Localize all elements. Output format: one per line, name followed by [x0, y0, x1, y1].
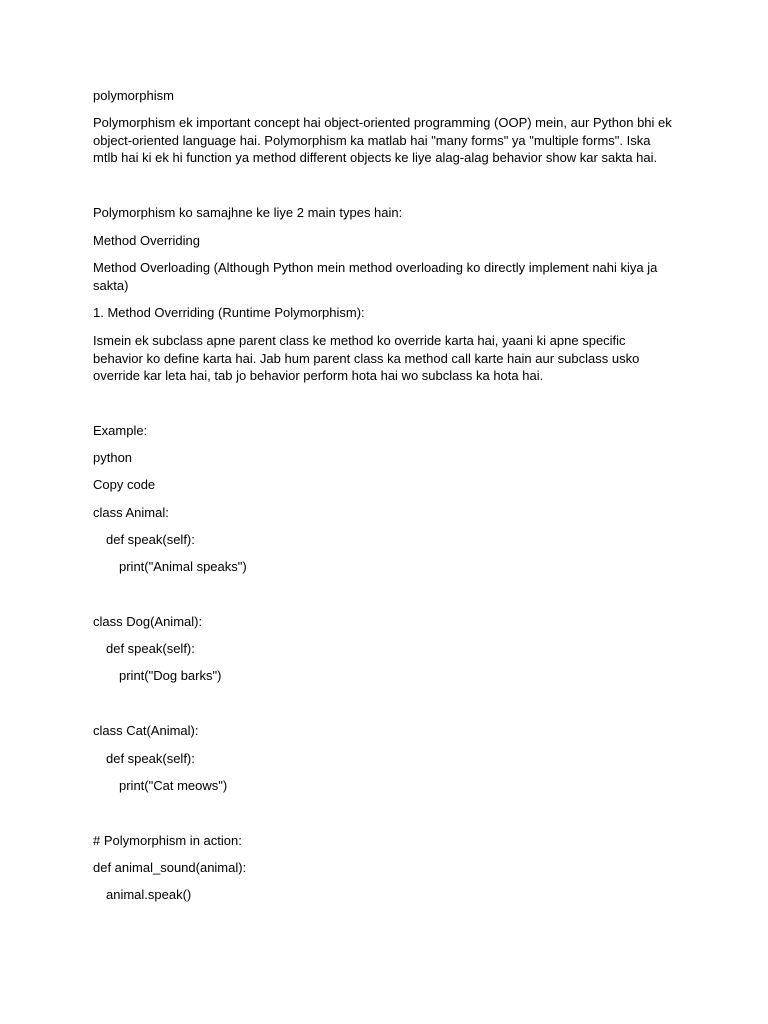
code-line: class Cat(Animal): [93, 723, 199, 738]
code-line: class Dog(Animal): [93, 614, 203, 629]
code-line: def speak(self): [106, 751, 195, 766]
intro-paragraph: Polymorphism ek important concept hai object-oriented programming (OOP) mein, aur Python bhi ek object-oriented language hai. Polymorphism ka matlab hai "many forms" ya "multiple forms". Iska mtlb hai ki ek hi function ya method different objects ke liye alag-alag behavior show kar sakta hai. [93, 115, 672, 165]
copy-code-label: Copy code [93, 477, 156, 492]
language-label: python [93, 450, 133, 465]
code-line: def speak(self): [106, 641, 195, 656]
section-1-heading: 1. Method Overriding (Runtime Polymorphism): [93, 305, 365, 320]
code-line: class Animal: [93, 505, 169, 520]
code-comment: # Polymorphism in action: [93, 833, 242, 848]
types-heading: Polymorphism ko samajhne ke liye 2 main types hain: [93, 205, 403, 220]
document-title: polymorphism [93, 88, 174, 103]
type-item-2: Method Overloading (Although Python mein method overloading ko directly implement nahi kiya ja sakta) [93, 260, 658, 293]
code-line: print("Dog barks") [119, 668, 222, 683]
section-1-body: Ismein ek subclass apne parent class ke method ko override karta hai, yaani ki apne specific behavior ko define karta hai. Jab hum parent class ka method call karte hain aur subclass usko override kar leta hai, tab jo behavior perform hota hai wo subclass ka hota hai. [93, 333, 640, 383]
code-line: def speak(self): [106, 532, 195, 547]
code-line: animal.speak() [106, 887, 192, 902]
code-line: print("Animal speaks") [119, 559, 247, 574]
example-label: Example: [93, 423, 148, 438]
type-item-1: Method Overriding [93, 233, 200, 248]
code-line: def animal_sound(animal): [93, 860, 247, 875]
code-line: print("Cat meows") [119, 778, 228, 793]
